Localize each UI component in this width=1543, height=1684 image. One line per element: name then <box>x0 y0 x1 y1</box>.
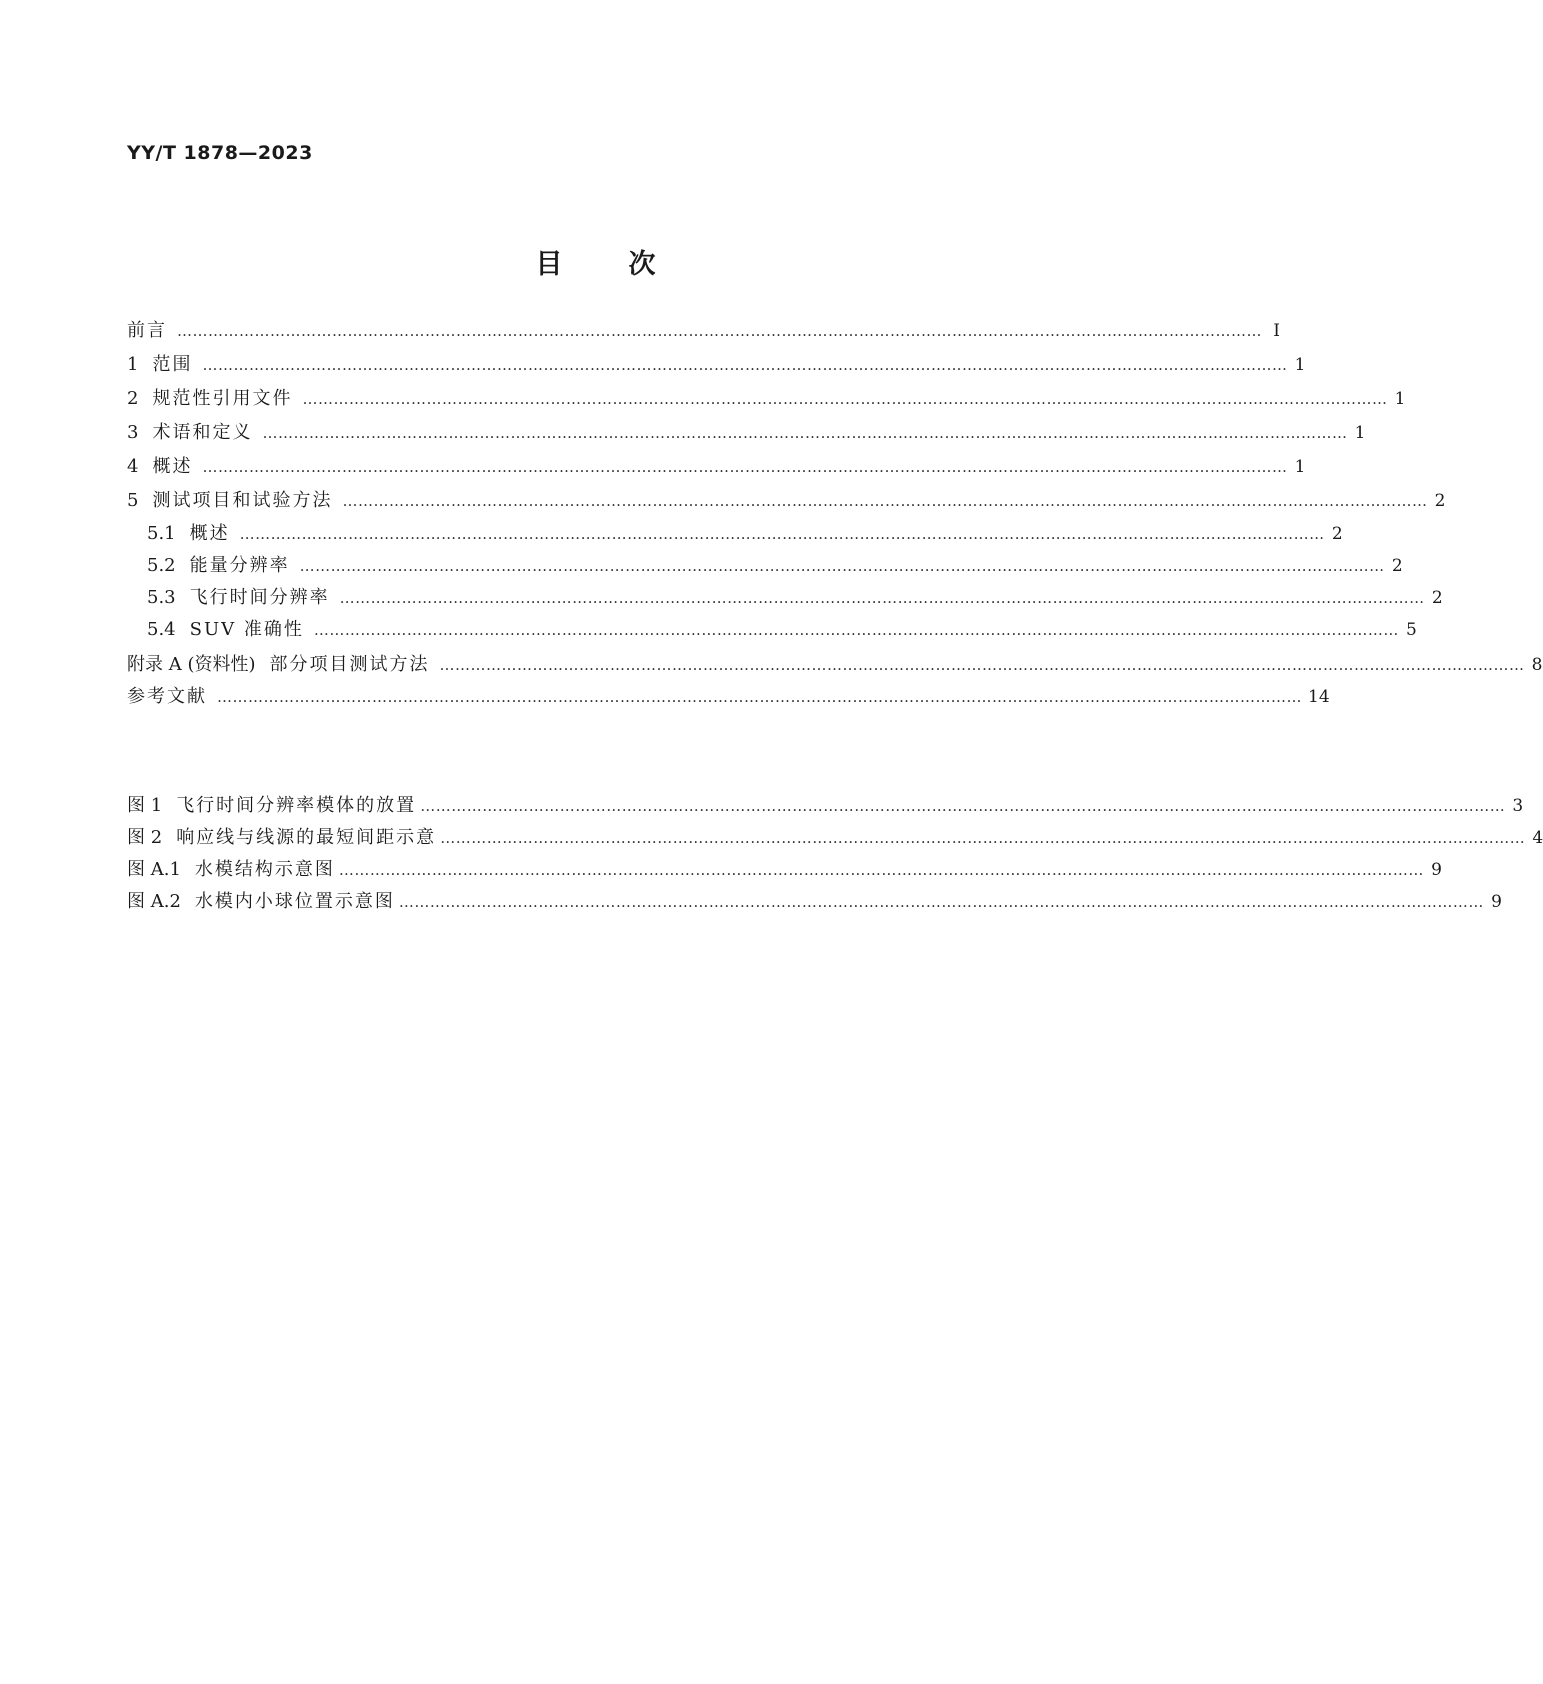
toc-entry-number: 附录 A (资料性) <box>127 654 256 675</box>
figure-entry-number: 图 1 <box>127 795 163 816</box>
figure-entry-number: 图 2 <box>127 827 163 848</box>
toc-entry-section-5-4[interactable] <box>147 615 1417 645</box>
toc-entry-page: 2 <box>1434 491 1446 511</box>
figure-entry-number: 图 A.2 <box>127 891 181 912</box>
toc-entry-references[interactable] <box>127 682 1330 712</box>
toc-entry-number: 4 <box>127 456 139 477</box>
figure-entry-title: 飞行时间分辨率模体的放置 <box>176 795 417 816</box>
toc-entry-number: 5 <box>127 490 139 511</box>
toc-entry-section-2[interactable] <box>127 384 1406 414</box>
toc-entry-page: 1 <box>1294 355 1306 375</box>
dot-leader: ………………………………………………………………………………………………………………………………………………………………………………………… <box>398 893 1484 911</box>
toc-entry-number: 3 <box>127 422 139 443</box>
toc-entry-title: 参考文献 <box>127 686 207 707</box>
toc-entry-page: 8 <box>1531 655 1543 675</box>
toc-entry-page: 1 <box>1394 389 1406 409</box>
toc-entry-section-1[interactable] <box>127 350 1306 380</box>
figure-entry-page: 4 <box>1532 828 1543 848</box>
toc-entry-page: 2 <box>1431 588 1443 608</box>
figure-entry-page: 9 <box>1431 860 1442 880</box>
toc-entry-number: 1 <box>127 354 139 375</box>
dot-leader: ………………………………………………………………………………………………………………………………………………………………………………………… <box>202 356 1288 374</box>
dot-leader: ………………………………………………………………………………………………………………………………………………………………………………………… <box>313 621 1399 639</box>
toc-entry-title: 范围 <box>152 354 193 375</box>
dot-leader: ………………………………………………………………………………………………………………………………………………………………………………………… <box>339 589 1425 607</box>
figure-entry-a2[interactable] <box>127 887 1502 917</box>
toc-entry-title: 前言 <box>127 320 167 341</box>
toc-entry-title: 能量分辨率 <box>189 555 290 576</box>
figure-entry-number: 图 A.1 <box>127 859 181 880</box>
toc-entry-section-5[interactable] <box>127 486 1446 516</box>
dot-leader: ………………………………………………………………………………………………………………………………………………………………………………………… <box>202 458 1288 476</box>
toc-entry-title: 概述 <box>189 523 230 544</box>
toc-entry-section-5-1[interactable] <box>147 519 1343 549</box>
figure-entry-1[interactable] <box>127 791 1524 821</box>
toc-entry-section-5-3[interactable] <box>147 583 1443 613</box>
toc-entry-page: 1 <box>1294 457 1306 477</box>
toc-entry-page: 1 <box>1354 423 1366 443</box>
toc-entry-preface[interactable] <box>127 316 1280 346</box>
toc-entry-number: 5.4 <box>147 619 176 640</box>
toc-entry-title: 规范性引用文件 <box>152 388 293 409</box>
toc-entry-number: 5.1 <box>147 523 176 544</box>
toc-entry-section-4[interactable] <box>127 452 1306 482</box>
figure-entry-page: 9 <box>1491 892 1502 912</box>
dot-leader: ………………………………………………………………………………………………………………………………………………………………………………………… <box>342 492 1428 510</box>
table-of-contents <box>127 316 1543 707</box>
toc-entry-page: 2 <box>1331 524 1343 544</box>
page-title: 目次 <box>535 249 722 280</box>
toc-entry-title: 部分项目测试方法 <box>269 654 430 675</box>
toc-entry-number: 2 <box>127 388 139 409</box>
toc-entry-page: Ⅰ <box>1273 321 1280 341</box>
figure-entry-page: 3 <box>1512 796 1524 816</box>
figure-entry-title: 水模内小球位置示意图 <box>194 891 395 912</box>
toc-entry-page: 14 <box>1308 687 1330 707</box>
dot-leader: ………………………………………………………………………………………………………………………………………………………………………………………… <box>239 525 1325 543</box>
toc-entry-number: 5.3 <box>147 587 176 608</box>
dot-leader: ………………………………………………………………………………………………………………………………………………………………………………………… <box>177 322 1262 340</box>
dot-leader: ………………………………………………………………………………………………………………………………………………………………………………………… <box>420 797 1506 815</box>
toc-entry-number: 5.2 <box>147 555 176 576</box>
dot-leader: ………………………………………………………………………………………………………………………………………………………………………………………… <box>302 390 1388 408</box>
toc-entry-section-5-2[interactable] <box>147 551 1403 581</box>
figure-entry-title: 水模结构示意图 <box>194 859 335 880</box>
standard-code: YY/T 1878—2023 <box>127 142 313 164</box>
figure-entry-2[interactable] <box>127 823 1543 853</box>
list-of-figures <box>127 791 1543 921</box>
dot-leader: ………………………………………………………………………………………………………………………………………………………………………………………… <box>299 557 1385 575</box>
dot-leader: ………………………………………………………………………………………………………………………………………………………………………………………… <box>440 829 1526 847</box>
toc-entry-page: 2 <box>1391 556 1403 576</box>
toc-entry-title: 概述 <box>152 456 193 477</box>
toc-entry-section-3[interactable] <box>127 418 1366 448</box>
toc-entry-title: 飞行时间分辨率 <box>189 587 330 608</box>
dot-leader: ………………………………………………………………………………………………………………………………………………………………………………………… <box>439 656 1525 674</box>
toc-entry-title: SUV 准确性 <box>189 619 304 640</box>
figure-entry-a1[interactable] <box>127 855 1442 885</box>
dot-leader: ………………………………………………………………………………………………………………………………………………………………………………………… <box>217 688 1302 706</box>
toc-entry-title: 测试项目和试验方法 <box>152 490 333 511</box>
toc-entry-appendix-a[interactable] <box>127 650 1543 680</box>
toc-entry-title: 术语和定义 <box>152 422 253 443</box>
figure-entry-title: 响应线与线源的最短间距示意 <box>176 827 437 848</box>
dot-leader: ………………………………………………………………………………………………………………………………………………………………………………………… <box>338 861 1424 879</box>
dot-leader: ………………………………………………………………………………………………………………………………………………………………………………………… <box>262 424 1348 442</box>
toc-entry-page: 5 <box>1406 620 1417 640</box>
